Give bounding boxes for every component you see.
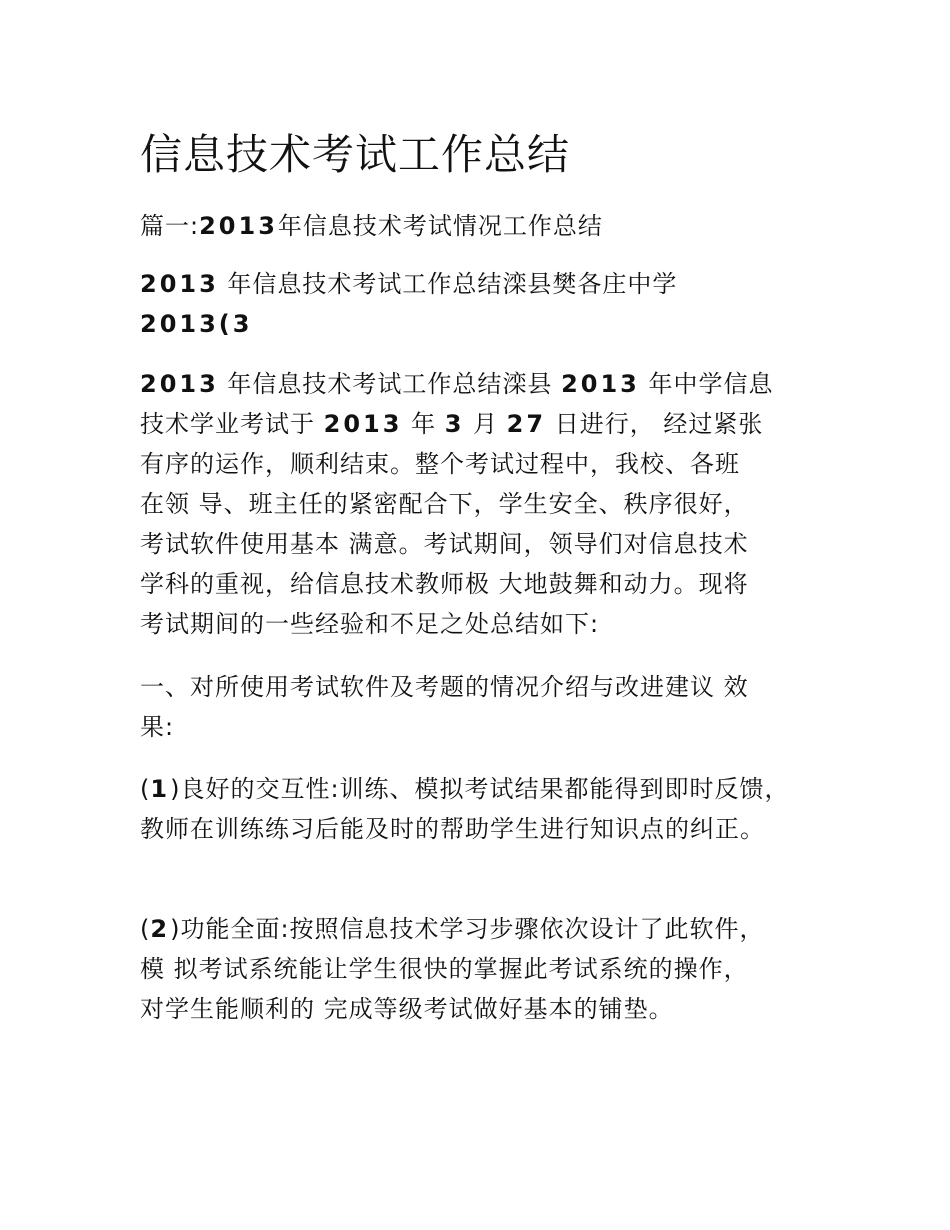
item-number: 1: [150, 775, 171, 803]
document-title: 信息技术考试工作总结: [140, 130, 571, 179]
heading-text: 年信息技术考试情况工作总结: [277, 212, 603, 240]
subheading-line-2: 2013(3: [140, 310, 253, 338]
list-item-2-continuation: 对学生能顺利的 完成等级考试做好基本的铺垫。: [140, 995, 674, 1023]
inline-text: 年信息技术考试工作总结滦县: [218, 370, 562, 398]
subheading-year: 2013: [140, 270, 219, 298]
inline-text: 年中学信息: [639, 370, 774, 398]
item-open-paren: (: [140, 915, 151, 943]
paragraph-line: 考试期间的一些经验和不足之处总结如下:: [140, 610, 600, 638]
heading-prefix: 篇一:: [140, 212, 200, 240]
item-open-paren: (: [140, 775, 151, 803]
inline-text: 月: [464, 410, 507, 438]
item-text: )功能全面:按照信息技术学习步骤依次设计了此软件，: [170, 915, 765, 943]
heading-year: 2013: [199, 212, 278, 240]
section-heading-line: 一、对所使用考试软件及考题的情况介绍与改进建议 效: [140, 673, 749, 701]
list-item-1: [140, 770, 790, 808]
inline-month: 3: [444, 410, 465, 438]
inline-text: 日进行， 经过紧张: [546, 410, 764, 438]
paragraph-line: [140, 365, 774, 403]
inline-text: 技术学业考试于: [140, 410, 324, 438]
inline-year: 2013: [140, 370, 219, 398]
paragraph-line: 学科的重视，给信息技术教师极 大地鼓舞和动力。现将: [140, 570, 749, 598]
inline-text: 年: [402, 410, 445, 438]
paragraph-line: 在领 导、班主任的紧密配合下，学生安全、秩序很好，: [140, 490, 749, 518]
item-number: 2: [150, 915, 171, 943]
inline-year: 2013: [323, 410, 403, 438]
paragraph-line: 考试软件使用基本 满意。考试期间，领导们对信息技术: [140, 530, 749, 558]
inline-year: 2013: [561, 370, 640, 398]
list-item-2-continuation: 模 拟考试系统能让学生很快的掌握此考试系统的操作，: [140, 955, 749, 983]
paragraph-line: 有序的运作，顺利结束。整个考试过程中，我校、各班: [140, 450, 740, 478]
subheading-line-1: [140, 265, 677, 303]
paragraph-line: [140, 405, 763, 443]
item-text: )良好的交互性:训练、模拟考试结果都能得到即时反馈，: [170, 775, 790, 803]
inline-day: 27: [506, 410, 547, 438]
list-item-2: [140, 910, 765, 948]
section-heading-line: 果:: [140, 713, 175, 741]
subheading-text: 年信息技术考试工作总结滦县樊各庄中学: [218, 270, 678, 298]
heading-line: [140, 207, 603, 245]
list-item-1-continuation: 教师在训练练习后能及时的帮助学生进行知识点的纠正。: [140, 815, 765, 843]
